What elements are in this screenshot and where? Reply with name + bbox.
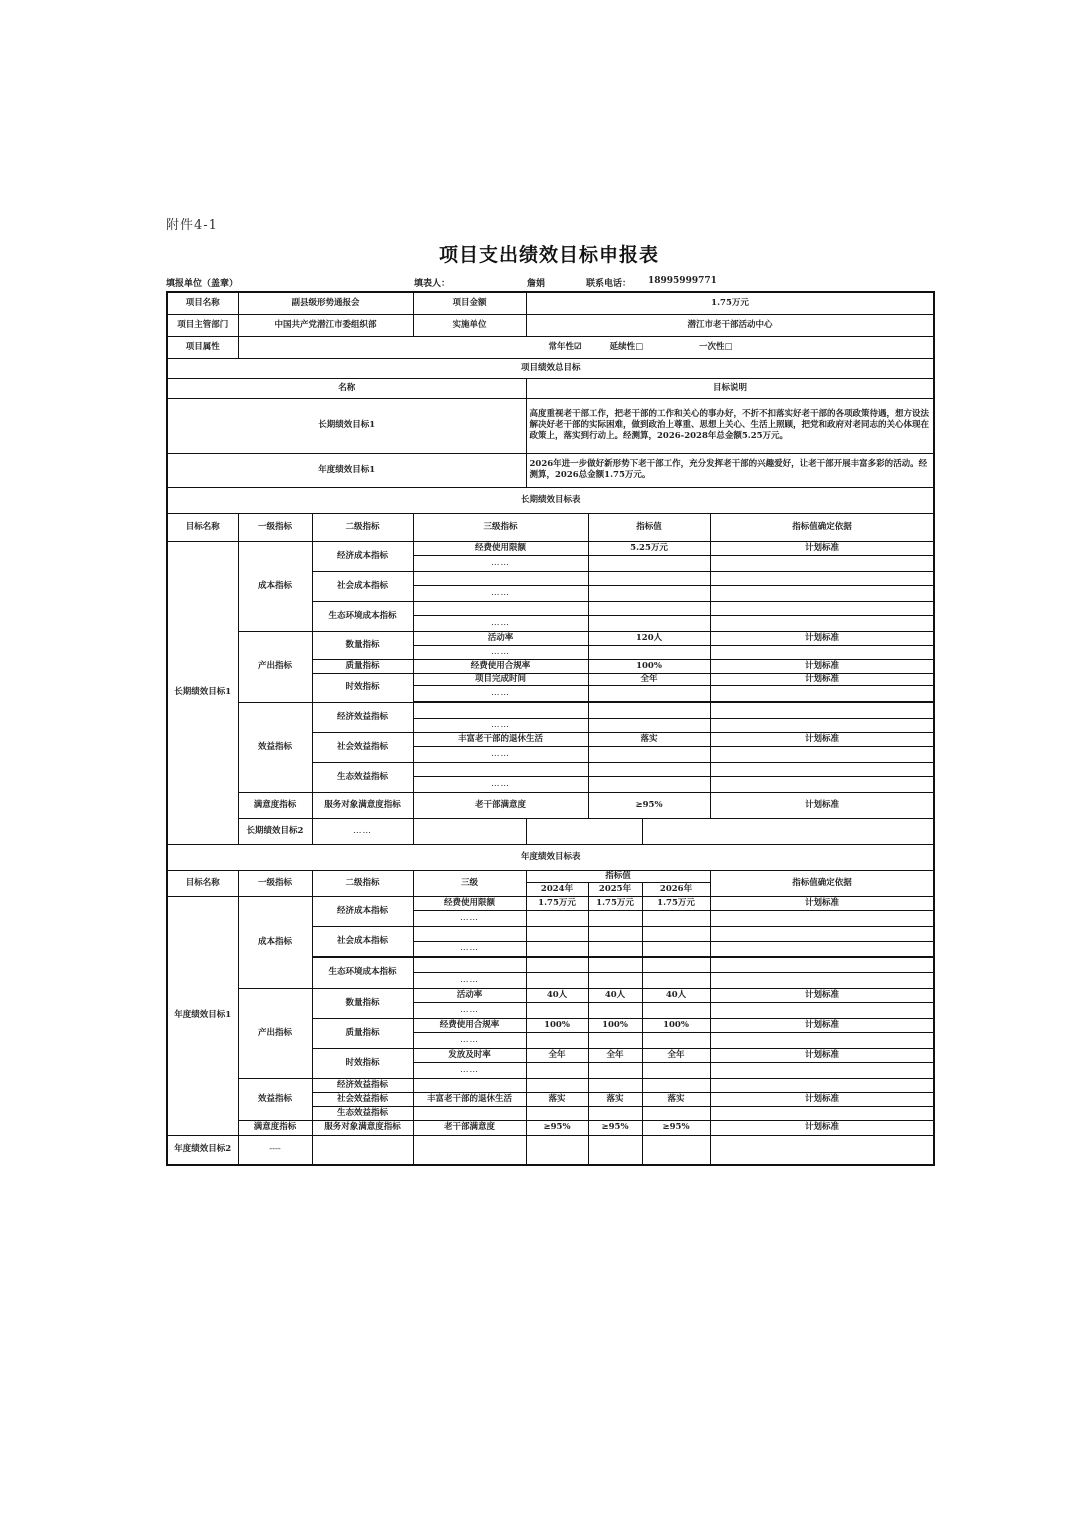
level2-econ-cost: 经济成本指标 [312, 541, 413, 571]
project-name-row [167, 292, 934, 314]
project-amount-label: 项目金额 [413, 292, 526, 314]
item-value-2026: 1.75万元 [642, 896, 710, 910]
level2-econ-benefit: 经济效益指标 [312, 702, 413, 732]
overall-goal-row [167, 398, 934, 453]
filler-label: 填表人： [414, 279, 451, 289]
item-value: ≥95% [588, 792, 710, 818]
placeholder-dots: …… [413, 1002, 526, 1018]
overall-goal-desc: 2026年进一步做好新形势下老干部工作，充分发挥老干部的兴趣爱好，让老干部开展丰富多彩的活动。经测算，2026总金额1.75万元。 [526, 453, 934, 487]
col-header: 指标值 [526, 870, 710, 882]
project-name-label: 项目名称 [167, 292, 238, 314]
level2-service-satisfaction: 服务对象满意度指标 [312, 792, 413, 818]
item-name: 老干部满意度 [413, 792, 588, 818]
phone-label: 联系电话： [586, 279, 632, 289]
item-basis: 计划标准 [710, 673, 934, 685]
col-header: 一级指标 [238, 870, 312, 896]
level1-cost: 成本指标 [238, 896, 312, 988]
col-header: 指标值确定依据 [710, 513, 934, 541]
item-value-2024: 100% [526, 1018, 588, 1032]
placeholder-dots: ---- [238, 1135, 312, 1165]
level1-output: 产出指标 [238, 988, 312, 1078]
level2-quality: 质量指标 [312, 1018, 413, 1048]
item-value-2025: 40人 [588, 988, 642, 1002]
project-dept-label: 项目主管部门 [167, 314, 238, 336]
item-value-2025: 落实 [588, 1092, 642, 1106]
annual-header-row [167, 870, 934, 882]
item-name: 丰富老干部的退休生活 [413, 732, 588, 746]
level2-social-cost: 社会成本指标 [312, 926, 413, 957]
col-header: 指标值 [588, 513, 710, 541]
project-attr-label: 项目属性 [167, 336, 238, 358]
placeholder-dots: …… [413, 718, 588, 732]
item-basis: 计划标准 [710, 1048, 934, 1062]
item-name: 活动率 [413, 988, 526, 1002]
level1-benefit: 效益指标 [238, 1078, 312, 1120]
level2-quality: 质量指标 [312, 659, 413, 673]
year-header: 2026年 [642, 882, 710, 896]
level2-eco-cost: 生态环境成本指标 [312, 957, 413, 988]
item-name: 老干部满意度 [413, 1120, 526, 1135]
placeholder-dots: …… [312, 818, 413, 844]
item-value: 5.25万元 [588, 541, 710, 555]
item-value-2025: 100% [588, 1018, 642, 1032]
long-term-goal2-label: 长期绩效目标2 [238, 818, 312, 844]
item-name: 项目完成时间 [413, 673, 588, 685]
filler-name: 詹娟 [527, 279, 546, 289]
project-amount: 1.75万元 [526, 292, 934, 314]
long-term-header-row [167, 513, 934, 541]
overall-goal-row [167, 453, 934, 487]
item-basis: 计划标准 [710, 659, 934, 673]
item-value-2025: 全年 [588, 1048, 642, 1062]
item-value-2026: 全年 [642, 1048, 710, 1062]
project-attr-options [238, 336, 934, 358]
level1-satisfaction: 满意度指标 [238, 792, 312, 818]
placeholder-dots: …… [413, 585, 588, 601]
level2-econ-benefit: 经济效益指标 [312, 1078, 413, 1092]
item-value: 落实 [588, 732, 710, 746]
table-row [167, 541, 934, 555]
item-value-2025: ≥95% [588, 1120, 642, 1135]
item-basis: 计划标准 [710, 1018, 934, 1032]
level2-quantity: 数量指标 [312, 988, 413, 1018]
level2-social-benefit: 社会效益指标 [312, 1092, 413, 1106]
item-value: 100% [588, 659, 710, 673]
item-name: 经费使用限额 [413, 896, 526, 910]
phone-number: 18995999771 [648, 276, 717, 286]
item-basis: 计划标准 [710, 1120, 934, 1135]
attr-option-one-time[interactable]: 一次性□ [699, 341, 733, 352]
item-name: 活动率 [413, 631, 588, 645]
project-name: 副县级形势通报会 [238, 292, 413, 314]
annual-goal2-label: 年度绩效目标2 [167, 1135, 238, 1165]
performance-table [166, 291, 935, 1166]
item-value: 120人 [588, 631, 710, 645]
overall-goal-name: 长期绩效目标1 [167, 398, 526, 453]
placeholder-dots: …… [413, 685, 588, 701]
overall-col-desc: 目标说明 [526, 378, 934, 398]
item-basis: 计划标准 [710, 631, 934, 645]
impl-unit-label: 实施单位 [413, 314, 526, 336]
col-header: 三级指标 [413, 513, 588, 541]
level2-eco-benefit: 生态效益指标 [312, 762, 413, 792]
item-basis: 计划标准 [710, 988, 934, 1002]
item-value-2026: ≥95% [642, 1120, 710, 1135]
placeholder-dots: …… [413, 645, 588, 659]
unit-label: 填报单位（盖章） [166, 279, 239, 289]
col-header: 指标值确定依据 [710, 870, 934, 896]
placeholder-dots: …… [413, 941, 526, 957]
item-value-2025: 1.75万元 [588, 896, 642, 910]
item-value-2024: 40人 [526, 988, 588, 1002]
placeholder-dots: …… [413, 555, 588, 571]
overall-goal-name: 年度绩效目标1 [167, 453, 526, 487]
item-value-2026: 落实 [642, 1092, 710, 1106]
col-header: 一级指标 [238, 513, 312, 541]
level1-satisfaction: 满意度指标 [238, 1120, 312, 1135]
attr-option-recurring[interactable]: 常年性☑ [548, 341, 582, 352]
page-title: 项目支出绩效目标申报表 [438, 244, 659, 266]
attr-option-continuing[interactable]: 延续性□ [609, 341, 644, 352]
level2-eco-benefit: 生态效益指标 [312, 1106, 413, 1120]
placeholder-dots: …… [413, 972, 526, 988]
placeholder-dots: …… [413, 776, 588, 792]
impl-unit: 潜江市老干部活动中心 [526, 314, 934, 336]
col-header: 二级指标 [312, 870, 413, 896]
col-header: 目标名称 [167, 870, 238, 896]
annual-section-title: 年度绩效目标表 [167, 844, 934, 870]
item-name: 丰富老干部的退休生活 [413, 1092, 526, 1106]
year-header: 2024年 [526, 882, 588, 896]
project-attr-row [167, 336, 934, 358]
item-value-2024: ≥95% [526, 1120, 588, 1135]
item-value-2026: 40人 [642, 988, 710, 1002]
item-value: 全年 [588, 673, 710, 685]
overall-goal-section-title: 项目绩效总目标 [167, 358, 934, 378]
level2-social-cost: 社会成本指标 [312, 571, 413, 601]
level2-service-satisfaction: 服务对象满意度指标 [312, 1120, 413, 1135]
item-value-2024: 1.75万元 [526, 896, 588, 910]
year-header: 2025年 [588, 882, 642, 896]
item-name: 经费使用限额 [413, 541, 588, 555]
overall-goal-desc: 高度重视老干部工作，把老干部的工作和关心的事办好，不折不扣落实好老干部的各项政策待遇，想方设法解决好老干部的实际困难，做到政治上尊重、思想上关心、生活上照顾，把党和政府对老同志的关心体现在政策上，落实到行动上。经测算，2026-2028年总金额5.25万元。 [526, 398, 934, 453]
level1-output: 产出指标 [238, 631, 312, 702]
level1-benefit: 效益指标 [238, 702, 312, 792]
long-term-goal1-label: 长期绩效目标1 [167, 541, 238, 844]
level1-cost: 成本指标 [238, 541, 312, 631]
item-basis: 计划标准 [710, 792, 934, 818]
col-header: 目标名称 [167, 513, 238, 541]
item-name: 发放及时率 [413, 1048, 526, 1062]
level2-eco-cost: 生态环境成本指标 [312, 601, 413, 631]
level2-timeliness: 时效指标 [312, 1048, 413, 1078]
project-dept: 中国共产党潜江市委组织部 [238, 314, 413, 336]
placeholder-dots: …… [413, 1032, 526, 1048]
col-header: 三级 [413, 870, 526, 896]
item-value-2024: 全年 [526, 1048, 588, 1062]
level2-timeliness: 时效指标 [312, 673, 413, 702]
item-basis: 计划标准 [710, 1092, 934, 1106]
attachment-label: 附件4-1 [166, 218, 218, 233]
project-dept-row [167, 314, 934, 336]
item-basis: 计划标准 [710, 896, 934, 910]
item-basis: 计划标准 [710, 541, 934, 555]
level2-social-benefit: 社会效益指标 [312, 732, 413, 762]
level2-econ-cost: 经济成本指标 [312, 896, 413, 926]
item-basis: 计划标准 [710, 732, 934, 746]
long-term-section-title: 长期绩效目标表 [167, 487, 934, 513]
placeholder-dots: …… [413, 746, 588, 762]
placeholder-dots: …… [413, 1062, 526, 1078]
overall-col-name: 名称 [167, 378, 526, 398]
annual-goal1-label: 年度绩效目标1 [167, 896, 238, 1135]
item-value-2026: 100% [642, 1018, 710, 1032]
item-name: 经费使用合规率 [413, 659, 588, 673]
col-header: 二级指标 [312, 513, 413, 541]
placeholder-dots: …… [413, 615, 588, 631]
item-value-2024: 落实 [526, 1092, 588, 1106]
item-name: 经费使用合规率 [413, 1018, 526, 1032]
level2-quantity: 数量指标 [312, 631, 413, 659]
placeholder-dots: …… [413, 910, 526, 926]
